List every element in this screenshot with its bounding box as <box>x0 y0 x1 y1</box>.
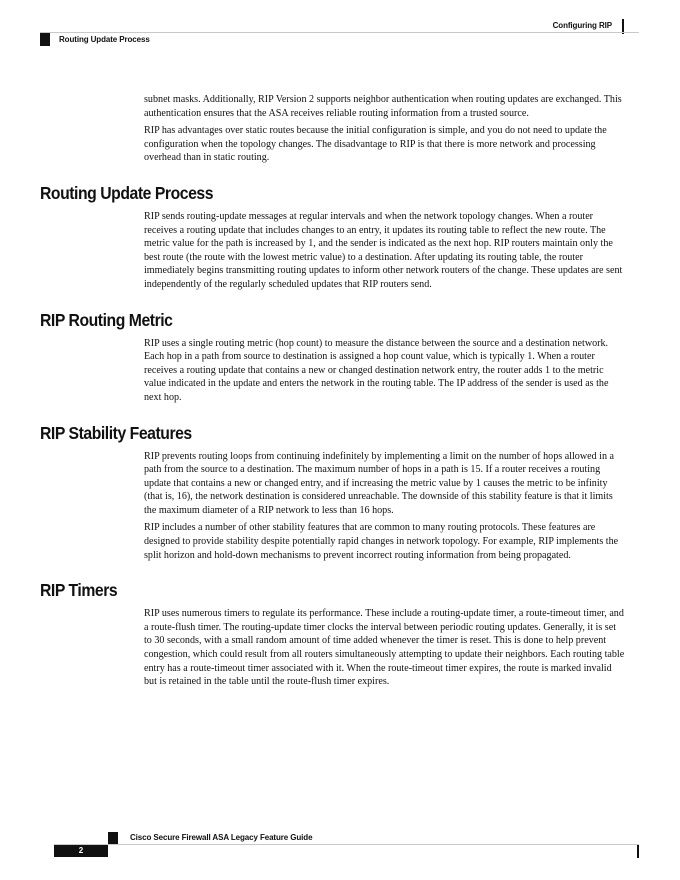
header-marker-block <box>40 33 50 46</box>
section-heading-routing-update-process: Routing Update Process <box>40 182 214 203</box>
page-number: 2 <box>54 845 108 857</box>
footer-rule <box>54 844 639 845</box>
running-header-section: Routing Update Process <box>59 35 150 44</box>
section-heading-rip-routing-metric: RIP Routing Metric <box>40 309 173 330</box>
section-paragraph: RIP uses a single routing metric (hop count) to measure the distance between the source and a destination network. Each hop in a path from source to destination is assigned a hop count value, which is typically 1. When a router receives a routing update that contains a new or changed destination network entry, the router adds 1 to the metric value indicated in the update and enters the network in the routing table. The IP address of the sender is used as the next hop. <box>144 337 609 403</box>
section-heading-rip-timers: RIP Timers <box>40 580 118 601</box>
section-paragraph: RIP uses numerous timers to regulate its performance. These include a routing-update timer, a route-timeout timer, and a route-flush timer. The routing-update timer clocks the interval between periodic routing updates. Generally, it is set to 30 seconds, with a small random amount of time added whenever the timer is reset. This is done to help prevent congestion, which could result from all routers simultaneously attempting to update their neighbors. Each routing table entry has a route-timeout timer associated with it. When the route-timeout timer expires, the route is marked invalid but is retained in the table until the route-flush timer expires. <box>144 608 625 688</box>
header-rule <box>40 32 639 33</box>
footer-book-title: Cisco Secure Firewall ASA Legacy Feature Guide <box>130 833 313 842</box>
footer-vertical-bar <box>637 845 639 858</box>
section-heading-rip-stability-features: RIP Stability Features <box>40 422 192 443</box>
running-header-chapter: Configuring RIP <box>552 21 612 30</box>
intro-paragraph: RIP has advantages over static routes because the initial configuration is simple, and you do not need to update the configuration when the topology changes. The disadvantage to RIP is that there is more network and processing overhead than in static routing. <box>144 125 607 164</box>
section-paragraph: RIP prevents routing loops from continuing indefinitely by implementing a limit on the number of hops allowed in a path from the source to a destination. The maximum number of hops in a path is 15. If a router receives a routing update that contains a new or changed entry, and if increasing the metric value by 1 causes the metric to be infinity (that is, 16), the network destination is considered unreachable. The downside of this stability feature is that it limits the maximum diameter of a RIP network to less than 16 hops. <box>144 450 615 516</box>
section-paragraph: RIP includes a number of other stability features that are common to many routing protocols. These features are designed to provide stability despite potentially rapid changes in network topology. For example, RIP implements the split horizon and hold-down mechanisms to prevent incorrect routing information from being propagated. <box>144 522 619 561</box>
page-body <box>40 93 625 693</box>
intro-paragraph: subnet masks. Additionally, RIP Version 2 supports neighbor authentication when routing updates are exchanged. This authentication ensures that the ASA receives reliable routing information from a trusted source. <box>144 94 622 119</box>
section-paragraph: RIP sends routing-update messages at regular intervals and when the network topology changes. When a router receives a routing update that includes changes to an entry, it updates its routing table to reflect the new route. The metric value for the path is increased by 1, and the sender is indicated as the next hop. RIP routers maintain only the best route (the route with the lowest metric value) to a destination. After updating its routing table, the router immediately begins transmitting routing updates to inform other network routers of the change. These updates are sent independently of the regularly scheduled updates that RIP routers send. <box>144 210 623 290</box>
footer-marker-block <box>108 832 118 844</box>
